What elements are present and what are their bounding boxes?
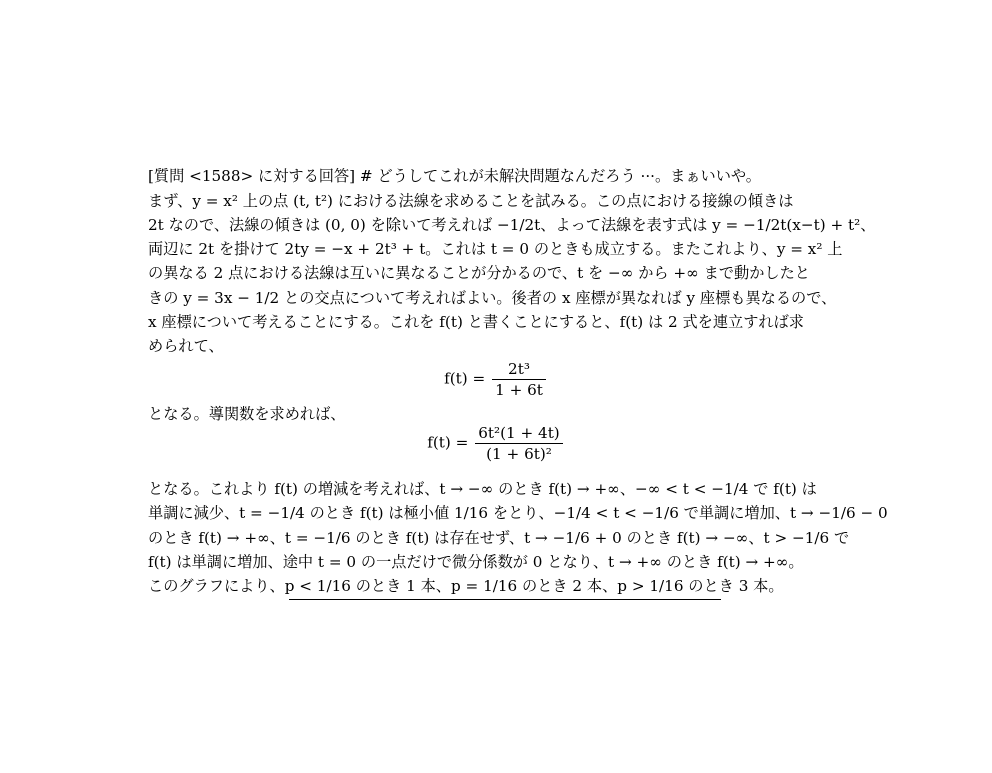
denominator: (1 + 6t)² <box>486 445 552 463</box>
conclusion-prefix: このグラフにより、 <box>148 577 285 595</box>
equation-lhs: f(t) = <box>427 433 469 452</box>
text-line: [質問 <1588> に対する回答] # どうしてこれが未解決問題なんだろう ···。まぁいいや。 <box>148 167 761 185</box>
fraction <box>492 360 546 399</box>
fraction <box>475 424 563 463</box>
equation-ft <box>0 360 992 399</box>
text-line: のとき f(t) → +∞、t = −1/6 のとき f(t) は存在せず、t → −1/6 + 0 のとき f(t) → −∞、t > −1/6 で <box>148 529 850 547</box>
text-line: f(t) は単調に増加、途中 t = 0 の一点だけで微分係数が 0 となり、t → +∞ のとき f(t) → +∞。 <box>148 553 804 571</box>
text-line: まず、y = x² 上の点 (t, t²) における法線を求めることを試みる。この点における接線の傾きは <box>148 192 794 210</box>
numerator: 2t³ <box>492 360 546 380</box>
text-line: x 座標について考えることにする。これを f(t) と書くことにすると、f(t) は 2 式を連立すれば求 <box>148 313 804 331</box>
text-line: きの y = 3x − 1/2 との交点について考えればよい。後者の x 座標が異なれば y 座標も異なるので、 <box>148 289 837 307</box>
answer-underline <box>289 599 721 600</box>
conclusion-answer: p < 1/16 のとき 1 本、p = 1/16 のとき 2 本、p > 1/16 のとき 3 本。 <box>284 577 784 595</box>
text-line: の異なる 2 点における法線は互いに異なることが分かるので、t を −∞ から +∞ まで動かしたと <box>148 264 810 282</box>
text-line: 両辺に 2t を掛けて 2ty = −x + 2t³ + t。これは t = 0 のときも成立する。またこれより、y = x² 上 <box>148 240 843 258</box>
text-line: 2t なので、法線の傾きは (0, 0) を除いて考えれば −1/2t、よって法線を表す式は y = −1/2t(x−t) + t²、 <box>148 216 876 234</box>
conclusion-line <box>148 575 848 597</box>
text-line: となる。これより f(t) の増減を考えれば、t → −∞ のとき f(t) → +∞、−∞ < t < −1/4 で f(t) は <box>148 480 817 498</box>
text-line: められて、 <box>148 337 224 355</box>
text-line: 単調に減少、t = −1/4 のとき f(t) は極小値 1/16 をとり、−1/4 < t < −1/6 で単調に増加、t → −1/6 − 0 <box>148 504 888 522</box>
numerator: 6t²(1 + 4t) <box>475 424 563 444</box>
equation-derivative <box>0 424 992 463</box>
denominator: 1 + 6t <box>495 381 543 399</box>
text-line: となる。導関数を求めれば、 <box>148 405 346 423</box>
equation-lhs: f(t) = <box>444 369 486 388</box>
